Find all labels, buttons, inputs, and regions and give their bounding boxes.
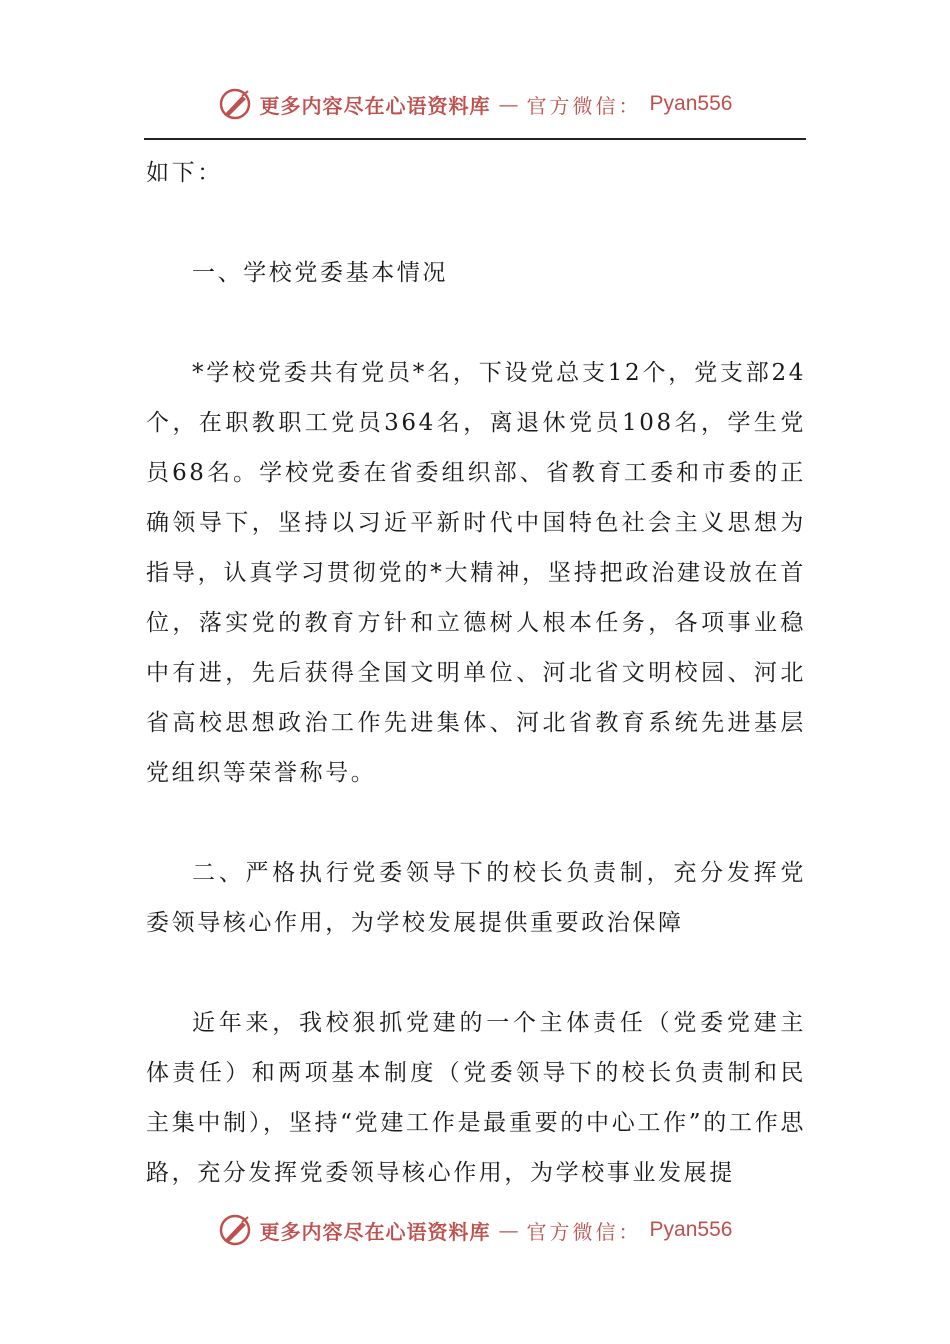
header-divider (144, 138, 806, 140)
quill-pen-icon (218, 1213, 252, 1247)
footer-watermark (0, 1208, 950, 1252)
section2-heading: 二、严格执行党委领导下的校长负责制，充分发挥党委领导核心作用，为学校发展提供重要政治保障 (146, 860, 806, 936)
footer-brand: 更多内容尽在心语资料库 (259, 1219, 491, 1244)
header-wechat-label: 官方微信： (526, 93, 642, 118)
section1-paragraph: *学校党委共有党员*名，下设党总支12个，党支部24个，在职教职工党员364名，离退休党员108名，学生党员68名。学校党委在省委组织部、省教育工委和市委的正确领导下，坚持以习近平新时代中国特色社会主义思想为指导，认真学习贯彻党的*大精神，坚持把政治建设放在首位，落实党的教育方针和立德树人根本任务，各项事业稳中有进，先后获得全国文明单位、河北省文明校园、河北省高校思想政治工作先进集体、河北省教育系统先进基层党组织等荣誉称号。 (146, 360, 806, 786)
document-body (146, 148, 806, 1198)
header-dash: — (498, 92, 519, 116)
section2-paragraph: 近年来，我校狠抓党建的一个主体责任（党委党建主体责任）和两项基本制度（党委领导下的校长负责制和民主集中制），坚持“党建工作是最重要的中心工作”的工作思路，充分发挥党委领导核心作用，为学校事业发展提 (146, 1010, 806, 1186)
footer-wechat-label: 官方微信： (526, 1219, 642, 1244)
header-wechat-handle: Pyan556 (649, 92, 733, 115)
header-brand: 更多内容尽在心语资料库 (259, 93, 491, 118)
continuation-text: 如下： (146, 160, 223, 186)
section1-heading: 一、学校党委基本情况 (192, 260, 448, 286)
quill-pen-icon (218, 87, 252, 121)
footer-wechat-handle: Pyan556 (649, 1218, 733, 1241)
header-watermark (0, 82, 950, 126)
footer-dash: — (498, 1218, 519, 1242)
